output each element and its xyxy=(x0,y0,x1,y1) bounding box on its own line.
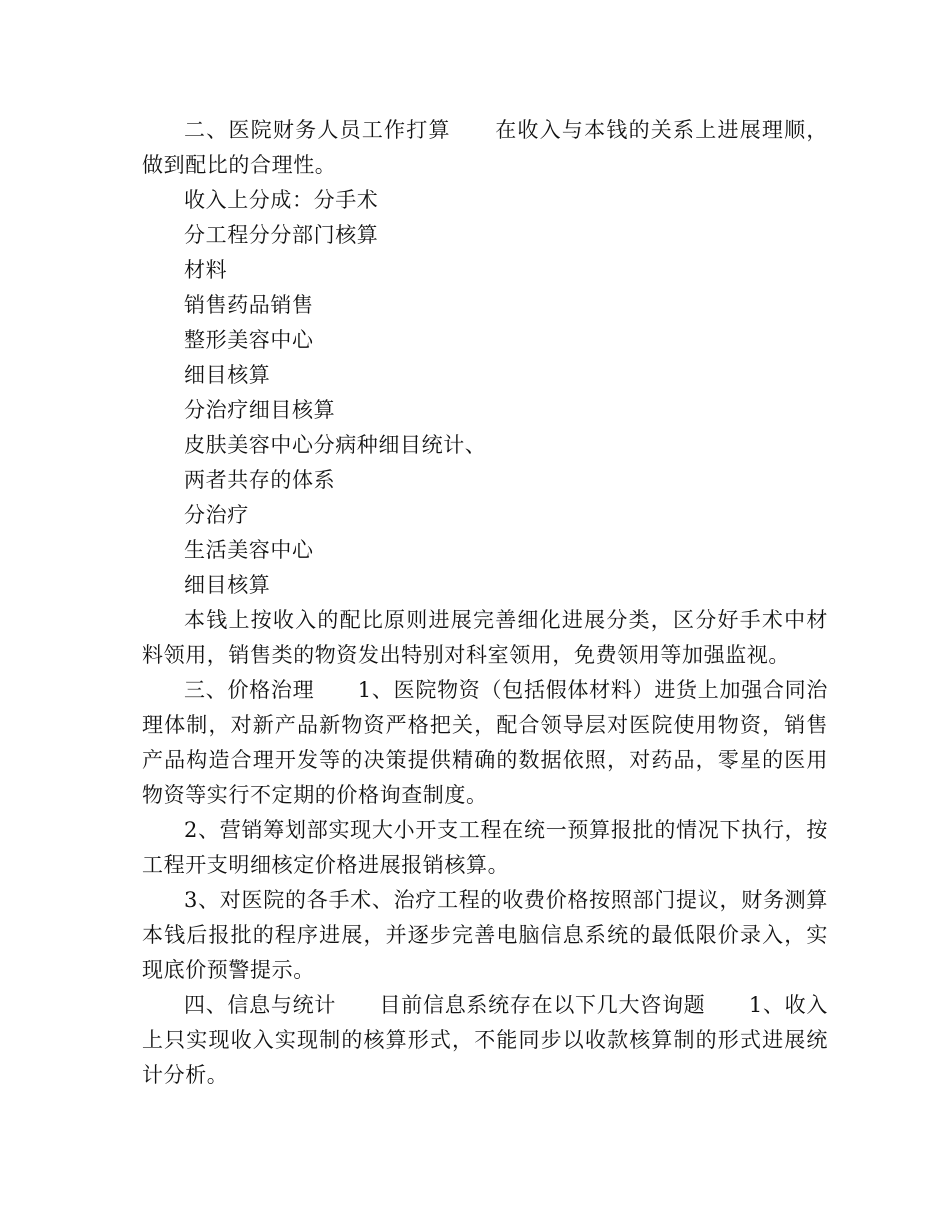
document-body xyxy=(142,113,828,1093)
paragraph-price-management: 三、价格治理 1、医院物资（包括假体材料）进货上加强合同治理体制，对新产品新物资严格把关，配合领导层对医院使用物资，销售产品构造合理开发等的决策提供精确的数据依照，对药品，零星的医用物资等实行不定期的价格询查制度。 xyxy=(142,678,828,807)
paragraph-pricing: 3、对医院的各手术、治疗工程的收费价格按照部门提议，财务测算本钱后报批的程序进展，并逐步完善电脑信息系统的最低限价录入，实现底价预警提示。 xyxy=(142,888,828,982)
paragraph-finance-plan: 二、医院财务人员工作打算 在收入与本钱的关系上进展理顺，做到配比的合理性。 xyxy=(142,118,828,177)
paragraph-line: 细目核算 xyxy=(184,363,271,387)
paragraph-line: 生活美容中心 xyxy=(184,538,314,562)
paragraph-line: 分工程分分部门核算 xyxy=(184,223,379,247)
paragraph-cost: 本钱上按收入的配比原则进展完善细化进展分类，区分好手术中材料领用，销售类的物资发出特别对科室领用，免费领用等加强监视。 xyxy=(142,608,828,667)
paragraph-line: 细目核算 xyxy=(184,573,271,597)
paragraph-line: 销售药品销售 xyxy=(184,293,314,317)
paragraph-info-statistics: 四、信息与统计 目前信息系统存在以下几大咨询题 1、收入上只实现收入实现制的核算形式，不能同步以收款核算制的形式进展统计分析。 xyxy=(142,993,828,1087)
paragraph-line: 皮肤美容中心分病种细目统计、 xyxy=(184,433,487,457)
paragraph-marketing: 2、营销筹划部实现大小开支工程在统一预算报批的情况下执行，按工程开支明细核定价格进展报销核算。 xyxy=(142,818,828,877)
paragraph-line: 分治疗细目核算 xyxy=(184,398,336,422)
paragraph-line: 分治疗 xyxy=(184,503,249,527)
paragraph-line: 整形美容中心 xyxy=(184,328,314,352)
paragraph-line: 两者共存的体系 xyxy=(184,468,336,492)
paragraph-line: 收入上分成：分手术 xyxy=(184,188,379,212)
paragraph-line: 材料 xyxy=(184,258,228,282)
